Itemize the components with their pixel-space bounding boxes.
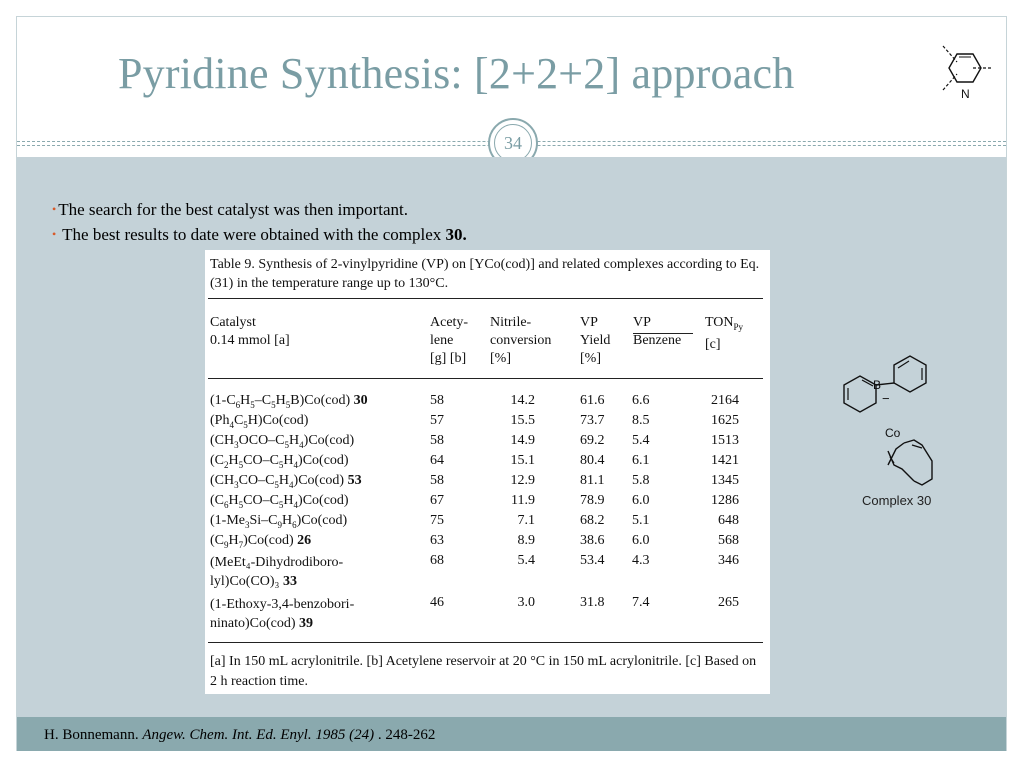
cell-nitrile: 8.9 xyxy=(517,533,535,548)
cell-ton: 1345 xyxy=(711,473,739,488)
cell-vp-yield: 69.2 xyxy=(580,433,605,448)
cell-vp-benzene: 7.4 xyxy=(632,595,650,610)
cell-nitrile: 11.9 xyxy=(511,493,535,508)
table-row xyxy=(205,533,770,553)
table-rule-bottom xyxy=(208,642,763,643)
cell-acetylene: 63 xyxy=(430,533,444,548)
cell-vp-yield: 53.4 xyxy=(580,553,605,568)
table-row xyxy=(205,433,770,453)
cell-acetylene: 57 xyxy=(430,413,444,428)
cell-catalyst: $(CH_3OCO-C_5H_4)Co(cod)$ xyxy=(210,433,355,450)
cell-catalyst: $(1-Me_3Si-C_9H_6)Co(cod)$ xyxy=(210,513,348,530)
table-footnote: [a] In 150 mL acrylonitrile. [b] Acetylene reservoir at 20 °C in 150 mL acrylonitrile. [c] Based on 2 h reaction time. xyxy=(210,654,757,689)
cell-catalyst: $(C_6H_5CO-C_5H_4)Co(cod)$ xyxy=(210,493,349,510)
cell-vp-benzene: 6.0 xyxy=(632,533,650,548)
cell-acetylene: 67 xyxy=(430,493,444,508)
cell-nitrile: 14.9 xyxy=(510,433,535,448)
cell-nitrile: 14.2 xyxy=(510,393,535,408)
cell-ton: 1286 xyxy=(711,493,739,508)
page-number: 34 xyxy=(494,124,532,162)
header-vp-benzene: VP Benzene xyxy=(633,315,682,348)
bullet-list xyxy=(52,198,467,248)
table-row xyxy=(205,493,770,513)
bullet-dot-icon: • xyxy=(52,202,57,216)
cell-nitrile: 12.9 xyxy=(510,473,535,488)
pyridine-icon xyxy=(935,42,995,104)
header-ton: $TON_{Py}$ [c] xyxy=(705,315,744,352)
cell-nitrile: 5.4 xyxy=(517,553,535,568)
cell-catalyst: $(C_9H_7)Co(cod)$ 26 xyxy=(210,533,312,550)
cell-vp-benzene: 5.1 xyxy=(632,513,650,528)
table-row xyxy=(205,413,770,433)
charge-label: − xyxy=(882,391,890,406)
table-row xyxy=(205,453,770,473)
cell-vp-yield: 78.9 xyxy=(580,493,605,508)
cell-catalyst: (MeEt₄-Dihydrodiboro- lyl)Co(CO)₃ 33 xyxy=(210,555,344,589)
citation-pages: . 248-262 xyxy=(377,727,436,743)
cell-nitrile: 3.0 xyxy=(517,595,535,610)
cell-vp-benzene: 6.6 xyxy=(632,393,650,408)
cell-ton: 265 xyxy=(718,595,739,610)
bullet-text: The best results to date were obtained with the complex xyxy=(62,225,446,244)
cell-acetylene: 75 xyxy=(430,513,444,528)
cell-vp-benzene: 4.3 xyxy=(632,553,650,568)
cell-vp-yield: 80.4 xyxy=(580,453,605,468)
cell-catalyst: $(1-C_6H_5-C_5H_5B)Co(cod)$ 30 xyxy=(210,393,368,410)
cell-catalyst: (1-Ethoxy-3,4-benzobori- ninato)Co(cod) 39 xyxy=(210,597,355,631)
table-rule-mid xyxy=(208,378,763,379)
pyridine-n-label: N xyxy=(961,87,970,101)
cell-vp-benzene: 5.8 xyxy=(632,473,650,488)
cell-ton: 346 xyxy=(718,553,739,568)
citation-journal: Angew. Chem. Int. Ed. Enyl. 1985 (24) xyxy=(142,727,378,743)
cell-acetylene: 46 xyxy=(430,595,444,610)
cell-acetylene: 58 xyxy=(430,433,444,448)
header-catalyst: Catalyst 0.14 mmol [a] xyxy=(210,315,290,348)
bullet-item xyxy=(52,223,467,248)
cobalt-label: Co xyxy=(885,426,901,440)
header-nitrile: Nitrile- conversion [%] xyxy=(490,315,552,366)
cell-ton: 648 xyxy=(718,513,739,528)
table-rule-top xyxy=(208,298,763,299)
citation-author: H. Bonnemann. xyxy=(44,727,143,743)
cell-nitrile: 15.5 xyxy=(510,413,535,428)
data-table xyxy=(205,250,770,694)
cell-ton: 1625 xyxy=(711,413,739,428)
table-row xyxy=(205,595,770,631)
cell-acetylene: 68 xyxy=(430,553,444,568)
cell-nitrile: 7.1 xyxy=(517,513,535,528)
cell-catalyst: $(Ph_4C_5H)Co(cod)$ xyxy=(210,413,309,430)
cell-vp-yield: 38.6 xyxy=(580,533,605,548)
slide-title: Pyridine Synthesis: [2+2+2] approach xyxy=(118,49,795,98)
bullet-dot-icon: • xyxy=(52,227,57,241)
table-row xyxy=(205,553,770,589)
cell-vp-benzene: 6.0 xyxy=(632,493,650,508)
cell-ton: 1513 xyxy=(711,433,739,448)
cell-ton: 2164 xyxy=(711,393,739,408)
header-vp-yield: VP Yield [%] xyxy=(580,315,611,366)
table-row xyxy=(205,473,770,493)
cell-vp-yield: 31.8 xyxy=(580,595,605,610)
table-caption: Table 9. Synthesis of 2-vinylpyridine (VP) on [YCo(cod)] and related complexes according to Eq. (31) in the temperature range up to 130°C. xyxy=(210,257,760,291)
cell-nitrile: 15.1 xyxy=(510,453,535,468)
cell-vp-yield: 61.6 xyxy=(580,393,605,408)
table-row xyxy=(205,513,770,533)
complex-ref: 30. xyxy=(445,225,467,244)
cell-acetylene: 58 xyxy=(430,393,444,408)
cell-vp-yield: 73.7 xyxy=(580,413,605,428)
header-acetylene: Acety- lene [g] [b] xyxy=(430,315,469,366)
table-row xyxy=(205,393,770,413)
cell-vp-benzene: 8.5 xyxy=(632,413,650,428)
cell-ton: 1421 xyxy=(711,453,739,468)
cell-vp-yield: 68.2 xyxy=(580,513,605,528)
citation xyxy=(44,727,435,744)
cell-catalyst: $(C_2H_5CO-C_5H_4)Co(cod)$ xyxy=(210,453,349,470)
vp-fraction-line xyxy=(633,333,693,334)
cell-vp-benzene: 6.1 xyxy=(632,453,650,468)
cell-vp-benzene: 5.4 xyxy=(632,433,650,448)
cell-ton: 568 xyxy=(718,533,739,548)
cell-acetylene: 64 xyxy=(430,453,444,468)
cell-catalyst: $(CH_3CO-C_5H_4)Co(cod)$ 53 xyxy=(210,473,362,490)
bullet-text: The search for the best catalyst was then important. xyxy=(58,200,408,219)
complex-label: Complex 30 xyxy=(862,493,932,508)
bullet-item xyxy=(52,198,467,223)
cell-acetylene: 58 xyxy=(430,473,444,488)
boron-label: B xyxy=(873,378,882,392)
cell-vp-yield: 81.1 xyxy=(580,473,605,488)
